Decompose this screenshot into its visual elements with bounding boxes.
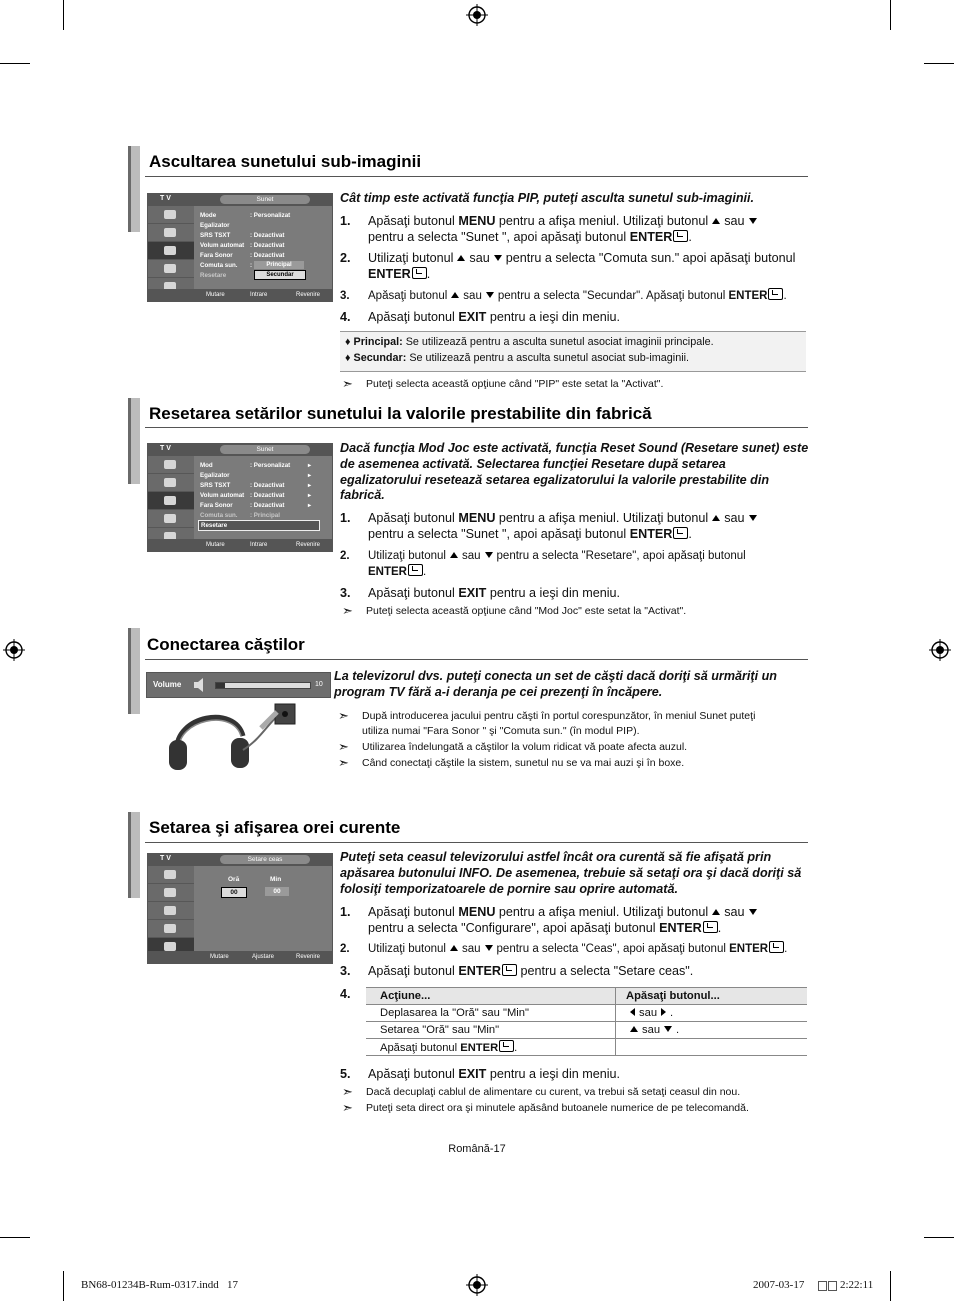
section-title: Resetarea setărilor sunetului la valorile prestabilite din fabrică [149, 404, 652, 423]
osd-row: Volum automat : Dezactivat ▸ [200, 492, 312, 499]
table-row: Setarea "Oră" sau "Min" sau . [366, 1022, 807, 1039]
crop-mark [924, 1237, 954, 1238]
osd-row: Mode : Personalizat [200, 212, 291, 219]
down-arrow-icon [485, 552, 493, 558]
crop-mark [890, 0, 891, 30]
up-arrow-icon [457, 255, 465, 261]
osd-min-label: Min [270, 876, 282, 883]
volume-value: 10 [315, 681, 323, 688]
section-bar [128, 146, 140, 232]
up-arrow-icon [451, 292, 459, 298]
osd-row: Comuta sun. : Principal [200, 512, 280, 519]
note-arrow-icon: ➣ [342, 1100, 353, 1115]
section-intro: Puteţi seta ceasul televizorului astfel încât ora curentă să fie afişată prin apăsarea butonului INFO. De asemenea, trebuie să setaţi ora şi dacă doriţi să folosiţi temporizatoarele de pornire sau oprire automată. [340, 850, 802, 896]
down-arrow-icon [486, 292, 494, 298]
crop-mark [63, 1271, 64, 1301]
osd-row: Egalizator ▸ [200, 472, 312, 479]
volume-osd [146, 672, 331, 698]
info-item: ♦ Secundar: Se utilizează pentru a asculta sunetul asociat sub-imaginii. [345, 352, 690, 364]
channel-icon [148, 920, 194, 938]
registration-mark-icon [466, 4, 488, 26]
section-title: Ascultarea sunetului sub-imaginii [149, 152, 422, 171]
section-bar [128, 628, 140, 714]
osd-header [148, 194, 332, 206]
left-arrow-icon [630, 1008, 635, 1016]
osd-row: SRS TSXT : Dezactivat [200, 232, 285, 239]
section-intro: Dacă funcţia Mod Joc este activată, funcţia Reset Sound (Resetare sunet) este de asemenea activată. Selectarea funcţiei Resetare după setarea egalizatorului resetează setarea egalizatorului la valorile prestabilite din fabrică. [340, 441, 809, 503]
enter-icon [408, 564, 423, 576]
enter-icon [412, 267, 427, 279]
info-box [340, 331, 806, 372]
pip-icon [148, 224, 194, 242]
registration-mark-icon [466, 1274, 488, 1296]
osd-row: Volum automat : Dezactivat [200, 242, 285, 249]
osd-row: SRS TSXT : Dezactivat ▸ [200, 482, 312, 489]
table-header-row [366, 988, 807, 1005]
down-arrow-icon [664, 1026, 672, 1032]
note-arrow-icon: ➣ [342, 603, 353, 618]
picture-icon [148, 866, 194, 884]
osd-hour-label: Oră [228, 876, 240, 883]
osd-sidebar [148, 866, 194, 951]
enter-icon [499, 1040, 514, 1052]
enter-icon [703, 921, 718, 933]
note-arrow-icon: ➣ [342, 1084, 353, 1099]
crop-mark [0, 1237, 30, 1238]
osd-footer: Mutare Intrare Revenire [148, 289, 332, 301]
table-header: Acţiune... [366, 988, 616, 1005]
osd-tv-label: T V [160, 195, 171, 202]
osd-header: T V Sunet [148, 444, 332, 456]
section-title: Conectarea căştilor [147, 635, 305, 654]
section-rule [145, 659, 808, 660]
osd-min-value[interactable]: 00 [265, 887, 289, 896]
osd-popup-option-selected: Secundar [254, 270, 306, 280]
table-row: Deplasarea la "Oră" sau "Min" sau . [366, 1005, 807, 1022]
osd-row: Mod : Personalizat ▸ [200, 462, 312, 469]
osd-sidebar [148, 206, 194, 289]
pip-icon [148, 474, 194, 492]
osd-tab: Sunet [220, 195, 310, 204]
enter-icon [502, 964, 517, 976]
enter-icon [769, 941, 784, 953]
note-arrow-icon: ➣ [338, 755, 349, 770]
osd-hour-value[interactable]: 00 [221, 887, 247, 898]
placeholder-glyph [828, 1281, 837, 1291]
down-arrow-icon [749, 515, 757, 521]
crop-mark [890, 1271, 891, 1301]
right-arrow-icon [661, 1008, 666, 1016]
osd-header: T V Setare ceas [148, 854, 332, 866]
crop-mark [0, 63, 30, 64]
placeholder-glyph [818, 1281, 827, 1291]
osd-footer: Mutare Intrare Revenire [148, 539, 332, 551]
down-arrow-icon [749, 909, 757, 915]
osd-menu [147, 193, 333, 302]
section-bar [128, 398, 140, 484]
osd-row: Comuta sun. : [200, 262, 253, 269]
info-item: ♦ Principal: Se utilizează pentru a asculta sunetul asociat imaginii principale. [345, 336, 714, 348]
picture-icon [148, 206, 194, 224]
print-date: 2007-03-17 [753, 1279, 805, 1291]
speaker-icon [193, 677, 207, 693]
volume-fill [216, 683, 225, 688]
osd-popup-option: Principal [254, 261, 304, 269]
table-row: Apăsaţi butonul ENTER . [366, 1039, 807, 1056]
up-arrow-icon [450, 945, 458, 951]
volume-label: Volume [153, 680, 182, 689]
up-arrow-icon [630, 1026, 638, 1032]
registration-mark-icon [3, 639, 25, 661]
up-arrow-icon [712, 515, 720, 521]
down-arrow-icon [485, 945, 493, 951]
picture-icon [148, 456, 194, 474]
note-arrow-icon: ➣ [342, 376, 353, 391]
sound-icon [148, 902, 194, 920]
section-title: Setarea şi afişarea orei curente [149, 818, 401, 837]
volume-slider[interactable] [215, 682, 311, 689]
osd-footer: Mutare Ajustare Revenire [148, 951, 332, 963]
print-time: 2:22:11 [840, 1279, 874, 1291]
section-intro: La televizorul dvs. puteţi conecta un set de căşti dacă doriţi să urmăriţi un program TV fără a-i deranja pe cei prezenţi în încăpere. [334, 669, 777, 699]
enter-icon [673, 527, 688, 539]
channel-icon [148, 260, 194, 278]
up-arrow-icon [712, 218, 720, 224]
enter-icon [768, 288, 783, 300]
osd-sidebar [148, 456, 194, 539]
section-rule [145, 842, 808, 843]
osd-menu [147, 853, 333, 964]
channel-icon [148, 510, 194, 528]
section-bar [128, 812, 140, 898]
note-arrow-icon: ➣ [338, 739, 349, 754]
crop-mark [924, 63, 954, 64]
crop-mark [63, 0, 64, 30]
enter-icon [673, 230, 688, 242]
pip-icon [148, 884, 194, 902]
down-arrow-icon [494, 255, 502, 261]
sound-icon [148, 492, 194, 510]
file-name: BN68-01234B-Rum-0317.indd 17 [81, 1279, 239, 1291]
osd-row-selected: Resetare [198, 520, 320, 531]
note-arrow-icon: ➣ [338, 708, 349, 723]
section-rule [145, 427, 808, 428]
headphones-icon [165, 700, 297, 772]
osd-row: Fara Sonor : Dezactivat ▸ [200, 502, 312, 509]
section-intro: Cât timp este activată funcţia PIP, puteţi asculta sunetul sub-imaginii. [340, 191, 755, 205]
up-arrow-icon [450, 552, 458, 558]
osd-menu [147, 443, 333, 552]
up-arrow-icon [712, 909, 720, 915]
registration-mark-icon [929, 639, 951, 661]
sound-icon [148, 242, 194, 260]
osd-row: Resetare [200, 272, 227, 279]
action-table [366, 987, 807, 1056]
down-arrow-icon [749, 218, 757, 224]
section-rule [145, 176, 808, 177]
table-header: Apăsaţi butonul... [616, 988, 808, 1005]
osd-row: Fara Sonor : Dezactivat [200, 252, 285, 259]
page-number: Română-17 [448, 1143, 506, 1155]
osd-row: Egalizator [200, 222, 230, 229]
